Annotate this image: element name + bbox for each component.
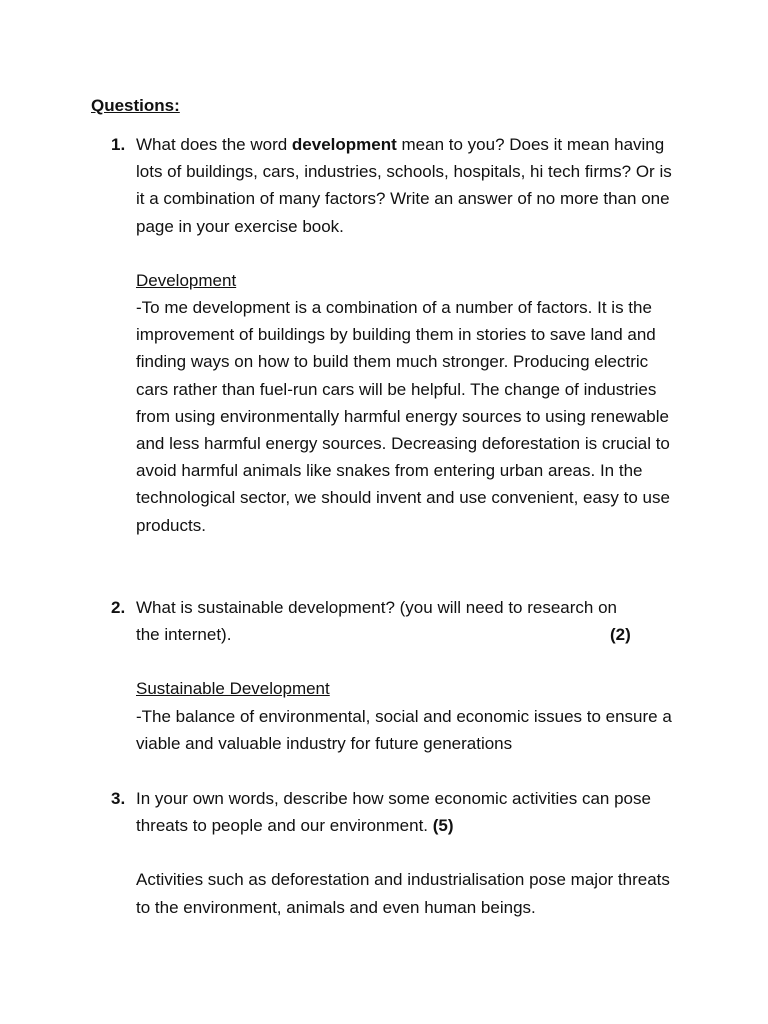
question-1-number: 1. (111, 135, 126, 154)
question-3-marks: (5) (432, 816, 454, 836)
question-2-text (136, 594, 681, 648)
answer-1-title: Development (136, 270, 237, 290)
question-1-text (136, 131, 681, 240)
answer-1-text: -To me development is a combination of a number of factors. It is the improvement of buildings by building them in stories to save land and finding ways on how to build them much stronger. Producing electric cars rather than fuel-run cars will be helpful. The change of industries from using environmentally harmful energy sources to using renewable and less harmful energy sources. Decreasing deforestation is crucial to avoid harmful animals like snakes from entering urban areas. In the technological sector, we should invent and use convenient, easy to use products. (136, 298, 670, 535)
answer-2-title: Sustainable Development (136, 679, 330, 699)
question-1-keyword: development (291, 135, 397, 154)
question-3 (111, 785, 681, 921)
question-1-text-after: mean to you? Does it mean having lots of buildings, cars, industries, schools, hospitals, hi tech firms? Or is it a combination of many factors? Write an answer of no more than one page in your exercise book. (136, 135, 672, 236)
question-3-text-main: In your own words, describe how some economic activities can pose threats to people and our environment. (136, 789, 651, 836)
question-2-marks: (2) (610, 625, 631, 645)
question-1-body (136, 131, 681, 539)
answer-1 (136, 267, 681, 539)
answer-3-text: Activities such as deforestation and industrialisation pose major threats to the environment, animals and even human beings. (136, 870, 670, 917)
question-3-body (136, 785, 681, 921)
questions-heading: Questions: (91, 96, 180, 115)
question-2-number: 2. (111, 598, 126, 617)
question-3-text (136, 785, 681, 839)
question-2 (111, 594, 681, 757)
answer-2 (136, 675, 681, 757)
question-1 (111, 131, 681, 539)
question-2-text-line1: What is sustainable development? (you will need to research on (136, 598, 617, 617)
question-1-text-before: What does the word (136, 135, 292, 154)
question-3-number: 3. (111, 789, 126, 808)
question-2-text-line2-wrap (136, 621, 681, 648)
question-2-text-line2: the internet). (136, 625, 232, 645)
question-2-body (136, 594, 681, 757)
answer-2-text: -The balance of environmental, social and economic issues to ensure a viable and valuable industry for future generations (136, 706, 672, 753)
answer-3 (136, 866, 681, 920)
